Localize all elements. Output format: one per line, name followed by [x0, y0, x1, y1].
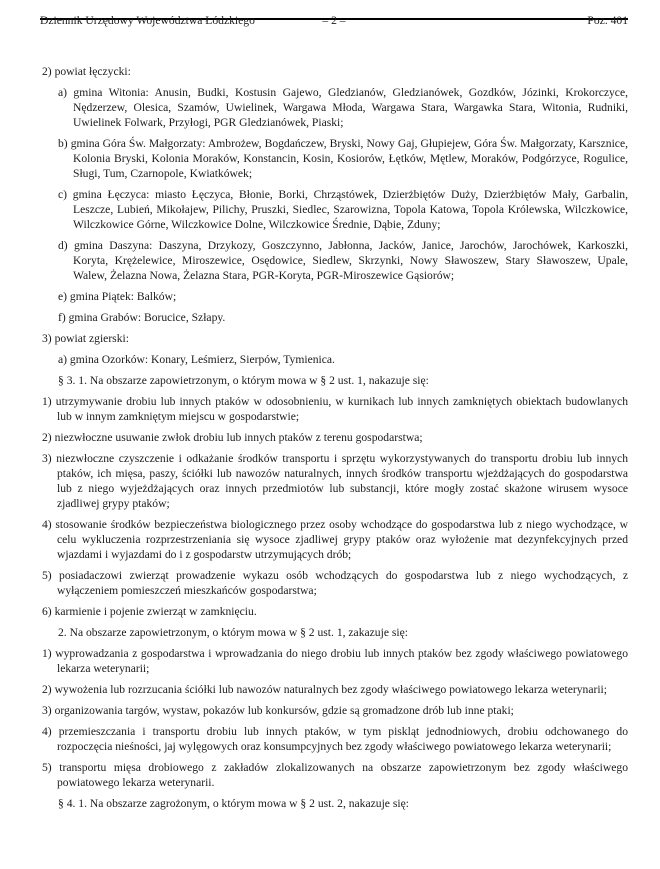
document-body — [42, 64, 628, 817]
list-marker: 4) — [42, 518, 56, 531]
position-number: Poz. 401 — [587, 14, 628, 27]
list-item: a) gmina Ozorków: Konary, Leśmierz, Sierpów, Tymienica. — [58, 353, 335, 366]
list-item: 4) przemieszczania i transportu drobiu lub innych ptaków, w tym piskląt jednodniowych, drobiu odchowanego do rozpoczęcia nieśności, jaj wylęgowych oraz konsumpcyjnych bez zgody właściwego powiatowego lekarza weterynarii; — [42, 725, 629, 753]
list-item: 1) wyprowadzania z gospodarstwa i wprowadzania do niego drobiu lub innych ptaków bez zgody właściwego powiatowego lekarza weterynarii; — [42, 647, 628, 675]
list-marker: 3) — [42, 452, 57, 465]
list-item: c) gmina Łęczyca: miasto Łęczyca, Błonie, Borki, Chrząstówek, Dzierżbiętów Duży, Dzierżbiętów Mały, Garbalin, Leszcze, Lubień, Mikołajew, Pilichy, Pruszki, Siedlec, Szarowizna, Topola Katowa, Topola Królewska, Wilczkowice, Wilczkowice Górne, Wilczkowice Dolne, Wilczkowice Średnie, Dąbie, Zduny; — [58, 188, 629, 231]
list-item: 3) niezwłoczne czyszczenie i odkażanie środków transportu i sprzętu wykorzystywanych do transportu drobiu lub innych ptaków, ich mięsa, paszy, ściółki lub nawozów naturalnych, innych środków transportu wjeżdżających do gospodarstwa lub z niego wyjeżdżających oraz innych przedmiotów lub substancji, które mogły zostać skażone wirusem wysoce zjadliwej grypy ptaków; — [42, 452, 628, 510]
list-item: 1) utrzymywanie drobiu lub innych ptaków w odosobnieniu, w kurnikach lub innych zamkniętych obiektach budowlanych lub w innym zamkniętym miejscu w gospodarstwie; — [42, 395, 628, 423]
list-marker: 6) — [42, 605, 55, 618]
list-item: 2) wywożenia lub rozrzucania ściółki lub nawozów naturalnych bez zgody właściwego powiatowego lekarza weterynarii; — [42, 683, 607, 696]
journal-title: Dziennik Urzędowy Województwa Łódzkiego — [40, 14, 255, 27]
list-item: 2) niezwłoczne usuwanie zwłok drobiu lub innych ptaków z terenu gospodarstwa; — [42, 431, 423, 444]
list-marker: 1) — [42, 395, 56, 408]
page-header — [40, 13, 628, 27]
page-number: – 2 – — [322, 14, 346, 27]
list-marker: 2) — [42, 65, 55, 78]
list-item: 6) karmienie i pojenie zwierząt w zamknięciu. — [42, 605, 257, 618]
list-marker: 5) — [42, 761, 60, 774]
list-marker: 3) — [42, 704, 55, 717]
list-item: 5) posiadaczowi zwierząt prowadzenie wykazu osób wchodzących do gospodarstwa lub z niego wychodzących, z wyłączeniem pomieszczeń mieszkańców gospodarstwa; — [42, 569, 628, 597]
list-item: a) gmina Witonia: Anusin, Budki, Kostusin Gajewo, Gledzianów, Gledzianówek, Gozdków, Józinki, Krokorczyce, Nędzerzew, Olesica, Szamów, Uwielinek, Wargawa Młoda, Wargawa Stara, Wargawka Stara, Witonia, Rudniki, Uwielinek Folwark, Przyłogi, PGR Gledzianówek, Piaski; — [58, 86, 628, 129]
list-marker: e) — [58, 290, 70, 303]
list-item: 5) transportu mięsa drobiowego z zakładów zlokalizowanych na obszarze zapowietrzonym bez zgody właściwego powiatowego lekarza weterynarii. — [42, 761, 628, 789]
paragraph: § 4. 1. Na obszarze zagrożonym, o którym mowa w § 2 ust. 2, nakazuje się: — [58, 797, 409, 810]
list-item: 4) stosowanie środków bezpieczeństwa biologicznego przez osoby wchodzące do gospodarstwa lub z niego wychodzące, w celu wykluczenia rozprzestrzeniania się wysoce zjadliwej grypy ptaków oraz wyłożenie mat dezynfekcyjnych przed wjazdami i wyjazdami do i z gospodarstw utrzymujących drób; — [42, 518, 629, 561]
list-item: b) gmina Góra Św. Małgorzaty: Ambrożew, Bogdańczew, Bryski, Nowy Gaj, Głupiejew, Góra Św. Małgorzaty, Karsznice, Kolonia Bryski, Kolonia Moraków, Konstancin, Kosin, Kosiorów, Łętków, Mętlew, Moraków, Podgórzyce, Rogulice, Sługi, Tum, Czarnopole, Kwiatkówek; — [58, 137, 628, 180]
list-marker: a) — [58, 353, 70, 366]
list-item: e) gmina Piątek: Balków; — [58, 290, 177, 303]
list-marker: f) — [58, 311, 69, 324]
list-marker: 2) — [42, 431, 55, 444]
list-item: d) gmina Daszyna: Daszyna, Drzykozy, Goszczynno, Jabłonna, Jacków, Janice, Jarochów, Jarochówek, Karkoszki, Koryta, Krężelewice, Miroszewice, Osędowice, Siedlew, Skrzynki, Nowy Sławoszew, Stary Sławoszew, Upale, Walew, Żelazna Nowa, Żelazna Stara, PGR-Koryta, PGR-Miroszewice Gąsiorów; — [58, 239, 628, 282]
list-item: 3) powiat zgierski: — [42, 332, 129, 345]
list-item: 2) powiat łęczycki: — [42, 65, 131, 78]
paragraph: § 3. 1. Na obszarze zapowietrzonym, o którym mowa w § 2 ust. 1, nakazuje się: — [58, 374, 429, 387]
list-item: 3) organizowania targów, wystaw, pokazów lub konkursów, gdzie są gromadzone drób lub inne ptaki; — [42, 704, 514, 717]
list-marker: 1) — [42, 647, 56, 660]
list-marker: d) — [58, 239, 74, 252]
list-item: f) gmina Grabów: Borucice, Szłapy. — [58, 311, 226, 324]
list-marker: c) — [58, 188, 73, 201]
list-marker: 5) — [42, 569, 60, 582]
list-marker: 4) — [42, 725, 59, 738]
list-marker: b) — [58, 137, 71, 150]
paragraph: 2. Na obszarze zapowietrzonym, o którym mowa w § 2 ust. 1, zakazuje się: — [58, 626, 408, 639]
list-marker: 2) — [42, 683, 55, 696]
list-marker: 3) — [42, 332, 55, 345]
list-marker: a) — [58, 86, 74, 99]
